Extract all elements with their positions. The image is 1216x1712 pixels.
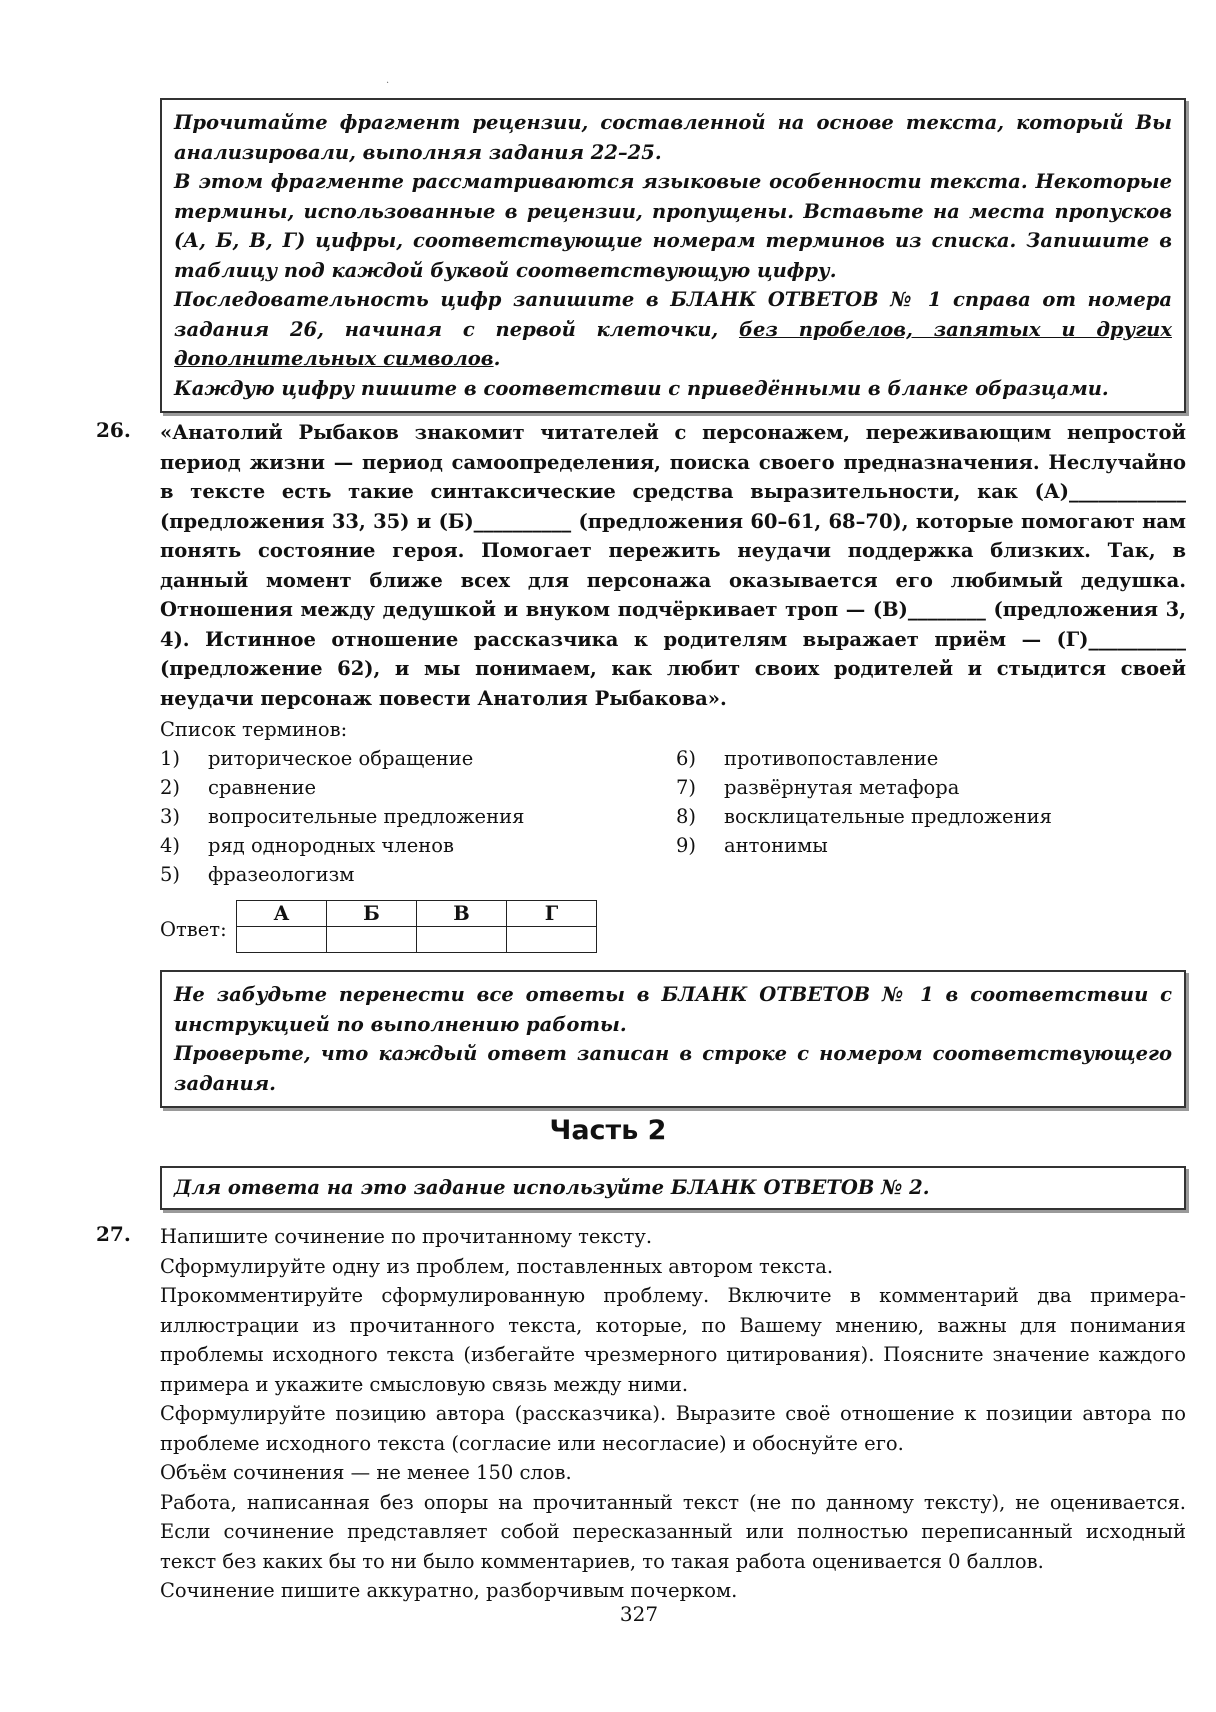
terms-list-left [160,744,524,889]
review-text: «Анатолий Рыбаков знакомит читателей с персонажем, переживающим непростой период жизни — период самоопределения, поиска своего предназначения. Неслучайно в тексте есть такие синтаксические средства выразительности, как (А)____________ (предложения 33, 35) и (Б)__________ (предложения 60–61, 68–70), которые помогают нам понять состояние героя. Помогает пережить неудачи поддержка близких. Так, в данный момент ближе всех для персонажа оказывается его любимый дедушка. Отношения между дедушкой и внуком подчёркивает троп — (В)________ (предложения 3, 4). Истинное отношение рассказчика к родителям выражает приём — (Г)__________ (предложение 62), и мы понимаем, как любит своих родителей и стыдится своей неудачи персонаж повести Анатолия Рыбакова». [160,421,1186,710]
terms-list-right [676,744,1052,860]
answer-cell-b[interactable] [327,927,417,953]
scan-speck: · [386,78,390,89]
answer-header-a: А [237,901,327,927]
reminder-line: Не забудьте перенести все ответы в БЛАНК ОТВЕТОВ № 1 в соответствии с инструкцией по выполнению работы. [174,983,1172,1036]
term-item: 8) восклицательные предложения [676,805,1052,828]
term-item: 9) антонимы [676,834,828,857]
review-fragment [160,418,1186,713]
term-item: 4) ряд однородных членов [160,834,454,857]
essay-instruction: Объём сочинения — не менее 150 слов. [160,1461,572,1484]
answer-cell-g[interactable] [507,927,597,953]
essay-instruction: Сочинение пишите аккуратно, разборчивым почерком. [160,1579,738,1602]
term-item: 6) противопоставление [676,747,939,770]
term-item: 5) фразеологизм [160,863,355,886]
answer-entry-row [237,927,597,953]
answer-header-row [237,901,597,927]
instruction-box [160,98,1186,413]
essay-instruction: Сформулируйте одну из проблем, поставленных автором текста. [160,1254,834,1278]
instruction-sequence: Последовательность цифр запишите в БЛАНК ОТВЕТОВ № 1 справа от номера задания 26, начиная с первой клеточки, без пробелов, запятых и других дополнительных символов. [174,288,1172,370]
answer-cell-a[interactable] [237,927,327,953]
instruction-line: Прочитайте фрагмент рецензии, составленной на основе текста, который Вы анализировали, выполняя задания 22–25. [174,111,1172,164]
reminder-line: Проверьте, что каждый ответ записан в строке с номером соответствующего задания. [174,1042,1172,1095]
underlined-note: без пробелов, запятых и других дополнительных символов [174,317,1172,370]
page-number: 327 [619,1602,659,1626]
term-item: 1) риторическое обращение [160,747,474,770]
part2-instruction: Для ответа на это задание используйте БЛАНК ОТВЕТОВ № 2. [174,1176,930,1199]
essay-instruction: Прокомментируйте сформулированную проблему. Включите в комментарий два примера-иллюстрации из прочитанного текста, которые, по Вашему мнению, важны для понимания проблемы исходного текста (избегайте чрезмерного цитирования). Поясните значение каждого примера и укажите смысловую связь между ними. [160,1284,1186,1396]
answer-cell-v[interactable] [417,927,507,953]
task-number: 27. [96,1222,131,1246]
term-item: 7) развёрнутая метафора [676,776,960,799]
term-item: 2) сравнение [160,776,317,799]
instruction-line: Каждую цифру пишите в соответствии с приведёнными в бланке образцами. [174,376,1109,400]
answer-table [236,900,597,953]
terms-heading: Список терминов: [160,718,348,741]
answer-header-v: В [417,901,507,927]
term-item: 3) вопросительные предложения [160,805,525,828]
part-title: Часть 2 [549,1115,667,1146]
essay-instruction: Напишите сочинение по прочитанному тексту. [160,1225,653,1248]
task-number: 26. [96,418,131,442]
part2-instruction-box [160,1166,1186,1210]
essay-instruction: Работа, написанная без опоры на прочитанный текст (не по данному тексту), не оценивается. Если сочинение представляет собой пересказанный или полностью переписанный исходный текст без каких бы то ни было комментариев, то такая работа оценивается 0 баллов. [160,1490,1186,1573]
answer-header-b: Б [327,901,417,927]
essay-task [160,1222,1186,1606]
essay-instruction: Сформулируйте позицию автора (рассказчика). Выразите своё отношение к позиции автора по проблеме исходного текста (согласие или несогласие) и обоснуйте его. [160,1402,1186,1455]
instruction-line: В этом фрагменте рассматриваются языковые особенности текста. Некоторые термины, использованные в рецензии, пропущены. Вставьте на места пропусков (А, Б, В, Г) цифры, соответствующие номерам терминов из списка. Запишите в таблицу под каждой буквой соответствующую цифру. [174,170,1172,282]
answer-label: Ответ: [160,918,227,941]
answer-header-g: Г [507,901,597,927]
reminder-box [160,970,1186,1108]
